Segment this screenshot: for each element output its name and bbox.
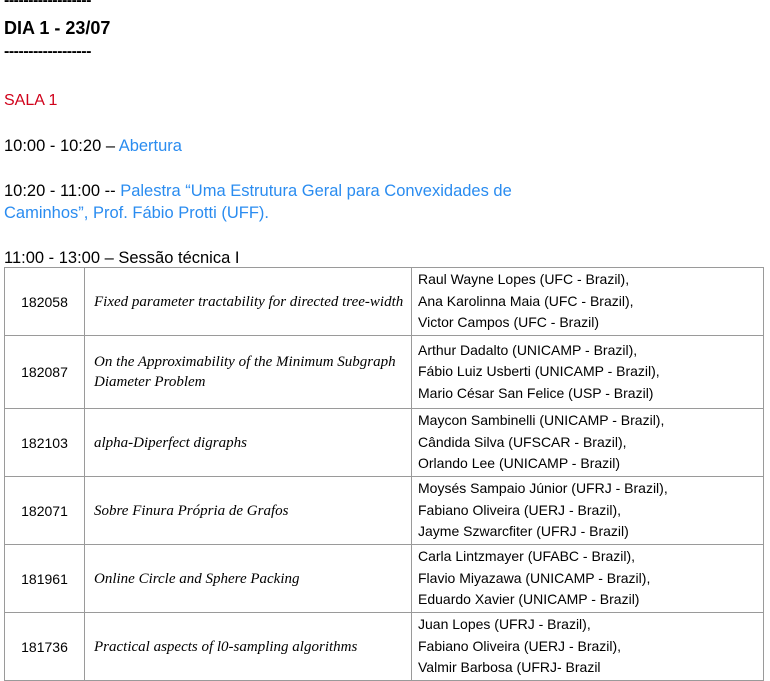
room-label: SALA 1: [4, 92, 58, 109]
table-row: [5, 613, 764, 681]
author: Raul Wayne Lopes (UFC - Brazil),: [418, 271, 630, 288]
paper-authors: [412, 613, 764, 681]
paper-title: Practical aspects of l0-sampling algorithms: [85, 613, 412, 681]
table-row: [5, 477, 764, 545]
table-row: [5, 409, 764, 477]
table-row: [5, 545, 764, 613]
author: Orlando Lee (UNICAMP - Brazil): [418, 455, 621, 472]
author: Fabiano Oliveira (UERJ - Brazil),: [418, 637, 622, 654]
table-row: [5, 268, 764, 336]
author: Jayme Szwarcfiter (UFRJ - Brazil): [418, 523, 629, 540]
author: Ana Karolinna Maia (UFC - Brazil),: [418, 292, 634, 309]
lecture-title-line1: Palestra “Uma Estrutura Geral para Convexidades de: [120, 182, 512, 200]
author: Arthur Dadalto (UNICAMP - Brazil),: [418, 341, 638, 358]
author: Carla Lintzmayer (UFABC - Brazil),: [418, 548, 636, 565]
opening-time: 10:00 - 10:20 –: [4, 137, 119, 155]
author: Mario César San Felice (USP - Brazil): [418, 384, 654, 401]
paper-title: alpha-Diperfect digraphs: [85, 409, 412, 477]
schedule-lecture: [4, 180, 512, 224]
paper-id: 182103: [5, 409, 85, 477]
schedule-session: [4, 247, 239, 269]
paper-authors: [412, 477, 764, 545]
author: Maycon Sambinelli (UNICAMP - Brazil),: [418, 412, 665, 429]
table-row: [5, 336, 764, 409]
paper-authors: [412, 545, 764, 613]
paper-title: Online Circle and Sphere Packing: [85, 545, 412, 613]
paper-title: Fixed parameter tractability for directed tree-width: [85, 268, 412, 336]
bottom-divider: ------------------: [4, 43, 91, 60]
talks-table: [4, 267, 764, 681]
session-title: Sessão técnica I: [118, 249, 240, 267]
day-title: DIA 1 - 23/07: [4, 18, 111, 38]
paper-id: 182058: [5, 268, 85, 336]
paper-id: 181961: [5, 545, 85, 613]
author: Fabiano Oliveira (UERJ - Brazil),: [418, 501, 622, 518]
author: Victor Campos (UFC - Brazil): [418, 314, 599, 331]
paper-authors: [412, 336, 764, 409]
schedule-opening: [4, 135, 182, 157]
author: Flavio Miyazawa (UNICAMP - Brazil),: [418, 569, 651, 586]
lecture-time: 10:20 - 11:00 --: [4, 182, 121, 200]
paper-authors: [412, 268, 764, 336]
author: Juan Lopes (UFRJ - Brazil),: [418, 616, 591, 633]
paper-title: On the Approximability of the Minimum Subgraph Diameter Problem: [85, 336, 412, 409]
paper-authors: [412, 409, 764, 477]
paper-title: Sobre Finura Própria de Grafos: [85, 477, 412, 545]
paper-id: 181736: [5, 613, 85, 681]
top-divider: ------------------: [4, 0, 91, 9]
author: Valmir Barbosa (UFRJ- Brazil: [418, 659, 601, 676]
opening-title: Abertura: [118, 137, 182, 155]
author: Fábio Luiz Usberti (UNICAMP - Brazil),: [418, 363, 660, 380]
author: Eduardo Xavier (UNICAMP - Brazil): [418, 591, 640, 608]
paper-id: 182087: [5, 336, 85, 409]
author: Cândida Silva (UFSCAR - Brazil),: [418, 433, 627, 450]
session-time: 11:00 - 13:00 –: [4, 249, 119, 267]
author: Moysés Sampaio Júnior (UFRJ - Brazil),: [418, 480, 668, 497]
lecture-title-line2: Caminhos”, Prof. Fábio Protti (UFF).: [4, 204, 269, 222]
paper-id: 182071: [5, 477, 85, 545]
